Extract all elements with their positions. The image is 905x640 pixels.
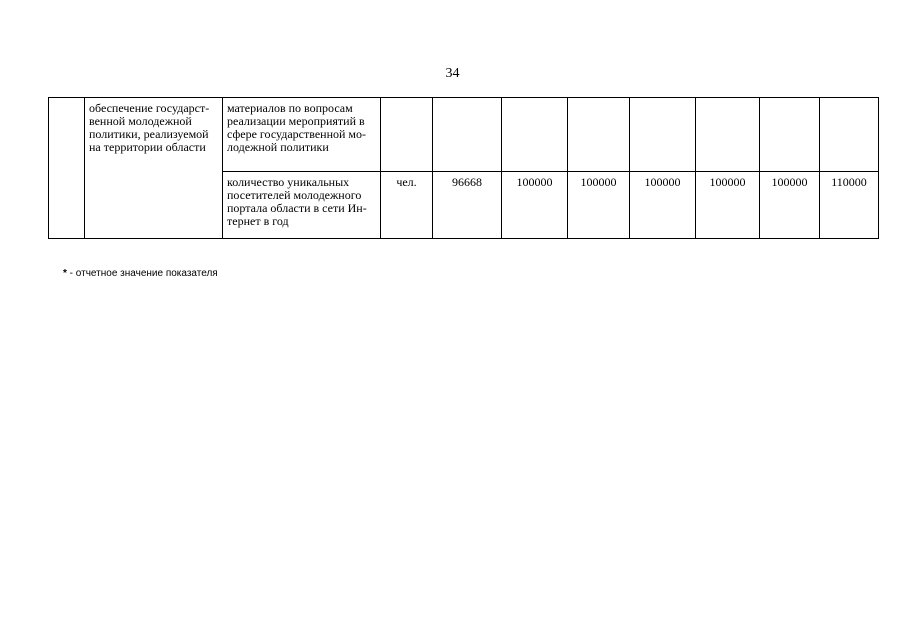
footnote <box>63 268 218 279</box>
value-cell: 100000 <box>502 172 568 239</box>
indicator-line: материалов по вопросам <box>227 101 353 115</box>
value-cell: 100000 <box>696 172 760 239</box>
value-cell <box>820 98 879 172</box>
indicator-cell <box>223 98 381 172</box>
indicator-line: лодежной политики <box>227 140 329 154</box>
table-row <box>49 98 879 172</box>
goal-cell <box>85 98 223 239</box>
indicators-table <box>48 97 879 239</box>
goal-line: обеспечение государст- <box>89 101 210 115</box>
value-cell: 96668 <box>433 172 502 239</box>
value-cell <box>433 98 502 172</box>
value-cell: 100000 <box>630 172 696 239</box>
value-cell: 100000 <box>568 172 630 239</box>
value-cell: 110000 <box>820 172 879 239</box>
value-cell <box>760 98 820 172</box>
page-number: 34 <box>445 66 460 81</box>
footnote-star: * <box>63 268 67 279</box>
index-cell <box>49 98 85 239</box>
indicator-line: сфере государственной мо- <box>227 127 367 141</box>
value-cell <box>568 98 630 172</box>
value-cell <box>630 98 696 172</box>
value-cell: 100000 <box>760 172 820 239</box>
value-cell <box>502 98 568 172</box>
indicator-line: портала области в сети Ин- <box>227 201 367 215</box>
goal-line: на территории области <box>89 140 206 154</box>
indicator-cell <box>223 172 381 239</box>
unit-cell: чел. <box>381 172 433 239</box>
indicator-line: посетителей молодежного <box>227 188 362 202</box>
unit-cell <box>381 98 433 172</box>
goal-line: политики, реализуемой <box>89 127 209 141</box>
footnote-text: - отчетное значение показателя <box>66 268 218 279</box>
indicator-line: тернет в год <box>227 214 289 228</box>
indicator-line: реализации мероприятий в <box>227 114 365 128</box>
indicator-line: количество уникальных <box>227 175 350 189</box>
goal-line: венной молодежной <box>89 114 192 128</box>
value-cell <box>696 98 760 172</box>
